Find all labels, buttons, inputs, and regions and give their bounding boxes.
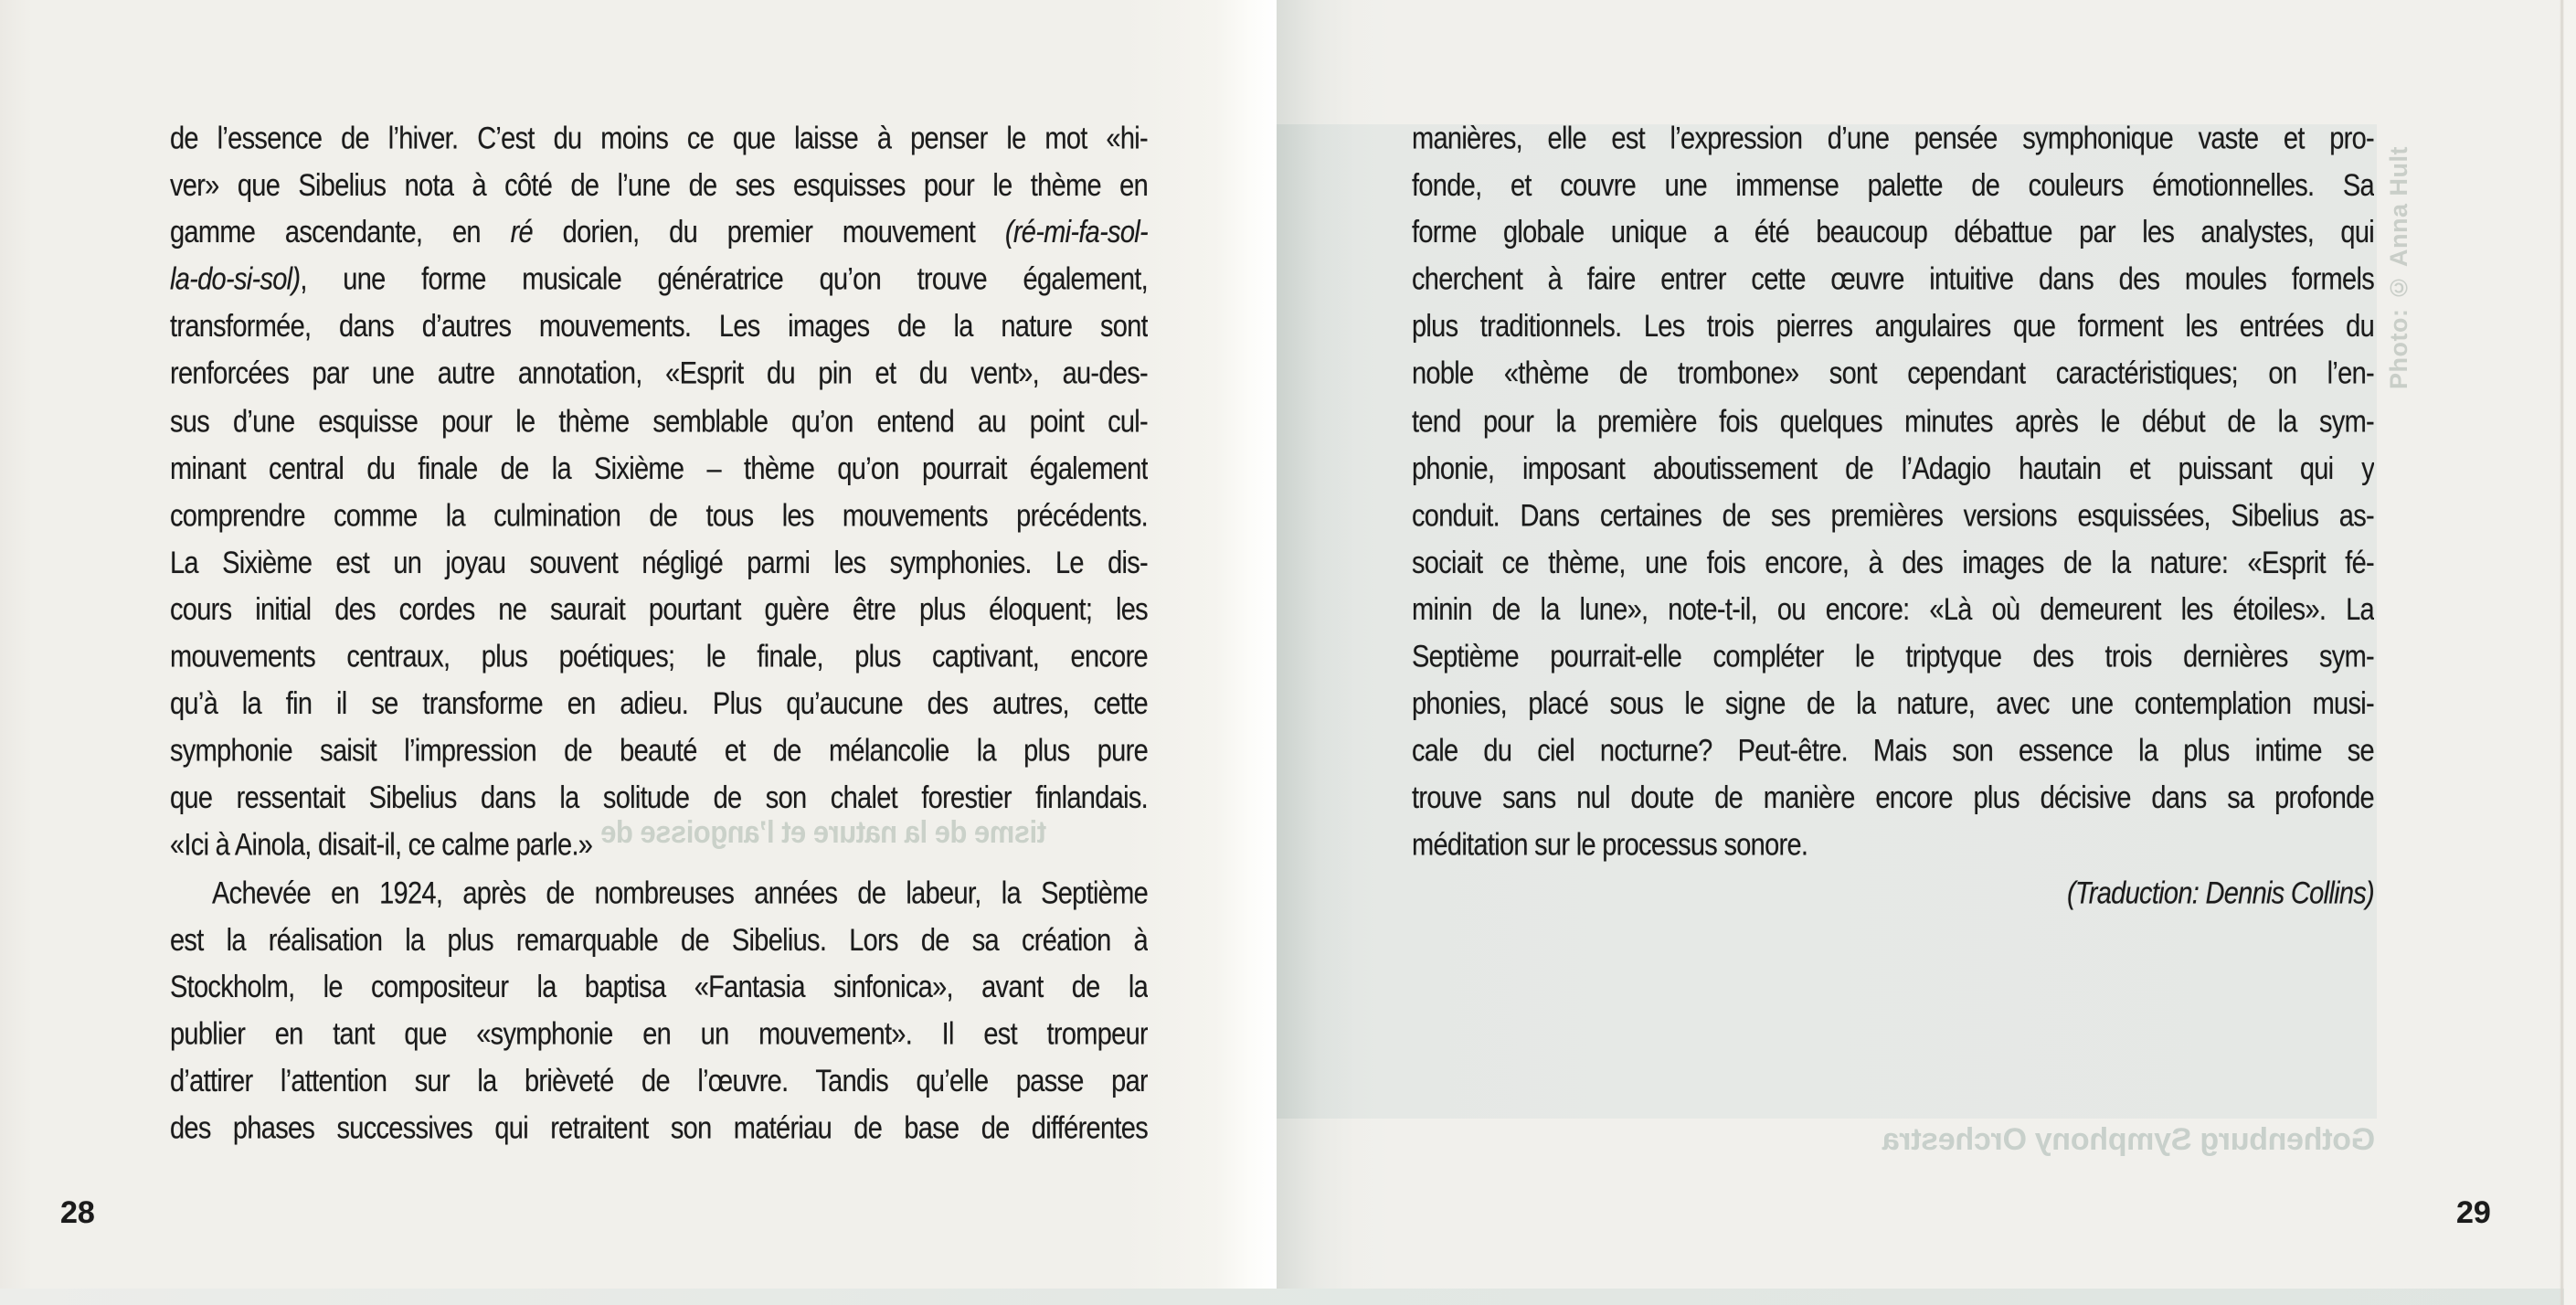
showthrough-footer: Gothenburg Symphony Orchestra [1882,1122,2375,1157]
page-number-right: 29 [2456,1195,2491,1230]
text-line: transformée, dans d’autres mouvements. Les images de la nature sont [170,310,1148,345]
text-line: trouve sans nul doute de manière encore plus décisive dans sa profonde [1412,781,2374,816]
text-line: ver» que Sibelius nota à côté de l’une de ses esquisses pour le thème en [170,168,1148,204]
text-line: sus d’une esquisse pour le thème semblable qu’on entend au point cul- [170,404,1148,439]
text-line: qu’à la fin il se transforme en adieu. Plus qu’aucune des autres, cette [170,687,1148,722]
showthrough-heading: tisme de la nature et l’angoisse de [600,813,1046,851]
text-line: plus traditionnels. Les trois pierres angulaires que forment les entrées du [1412,310,2374,345]
text-line: conduit. Dans certaines de ses premières versions esquissées, Sibelius as- [1412,498,2374,534]
text-line: Septième pourrait-elle compléter le triptyque des trois dernières sym- [1412,640,2374,674]
page-bottom-edge [0,1289,2576,1305]
left-text-column [170,115,1148,1152]
text-line: noble «thème de trombone» sont cependant caractéristiques; on l’en- [1412,356,2374,392]
text-line: comprendre comme la culmination de tous les mouvements précédents. [170,498,1148,534]
text-line: est la réalisation la plus remarquable de Sibelius. Lors de sa création à [170,923,1148,958]
page-edge-strip [2564,0,2576,1305]
text-line: phonie, imposant aboutissement de l’Adagio hautain et puissant qui y [1412,451,2374,486]
text-line: tend pour la première fois quelques minutes après le début de la sym- [1412,404,2374,439]
text-line: La Sixième est un joyau souvent négligé parmi les symphonies. Le dis- [170,546,1148,580]
gutter-shadow [1277,0,1395,1305]
text-line: fonde, et couvre une immense palette de couleurs émotionnelles. Sa [1412,168,2374,204]
text-line: que ressentait Sibelius dans la solitude de son chalet forestier finlandais. [170,781,1148,816]
text-line: «Ici à Ainola, disait-il, ce calme parle.» [170,828,593,864]
photo-credit-vertical: Photo: © Anna Hult [2385,146,2412,389]
text-line: cours initial des cordes ne saurait pourtant guère être plus éloquent; les [170,592,1148,628]
text-line: (Traduction: Dennis Collins) [2066,875,2374,910]
text-line: mouvements centraux, plus poétiques; le finale, plus captivant, encore [170,640,1148,674]
text-line: sociait ce thème, une fois encore, à des images de la nature: «Esprit fé- [1412,546,2374,580]
text-line: manières, elle est l’expression d’une pensée symphonique vaste et pro- [1412,122,2374,156]
text-line: minant central du finale de la Sixième – thème qu’on pourrait également [170,451,1148,486]
page-left [0,0,1277,1305]
text-line: gamme ascendante, en ré dorien, du premier mouvement (ré-mi-fa-sol- [170,216,1148,250]
text-line: méditation sur le processus sonore. [1412,828,1808,864]
text-line: Achevée en 1924, après de nombreuses années de labeur, la Septième [212,875,1148,910]
text-line: symphonie saisit l’impression de beauté et de mélancolie la plus pure [170,734,1148,769]
right-text-column [1412,115,2374,917]
page-right [1277,0,2576,1305]
text-line: Stockholm, le compositeur la baptisa «Fantasia sinfonica», avant de la [170,970,1148,1005]
text-line: des phases successives qui retraitent son matériau de base de différentes [170,1111,1148,1146]
text-line: publier en tant que «symphonie en un mouvement». Il est trompeur [170,1017,1148,1052]
text-line: d’attirer l’attention sur la brièveté de l’œuvre. Tandis qu’elle passe par [170,1064,1148,1099]
text-line: phonies, placé sous le signe de la nature, avec une contemplation musi- [1412,687,2374,722]
text-line: de l’essence de l’hiver. C’est du moins ce que laisse à penser le mot «hi- [170,122,1148,156]
text-line: cherchent à faire entrer cette œuvre intuitive dans des moules formels [1412,262,2374,298]
text-line: la-do-si-sol), une forme musicale génératrice qu’on trouve également, [170,262,1148,298]
text-line: minin de la lune», note-t-il, ou encore: «Là où demeurent les étoiles». La [1412,592,2374,628]
text-line: forme globale unique a été beaucoup débattue par les analystes, qui [1412,216,2374,250]
page-number-left: 28 [60,1195,95,1230]
text-line: renforcées par une autre annotation, «Esprit du pin et du vent», au-des- [170,356,1148,392]
text-line: cale du ciel nocturne? Peut-être. Mais son essence la plus intime se [1412,734,2374,769]
